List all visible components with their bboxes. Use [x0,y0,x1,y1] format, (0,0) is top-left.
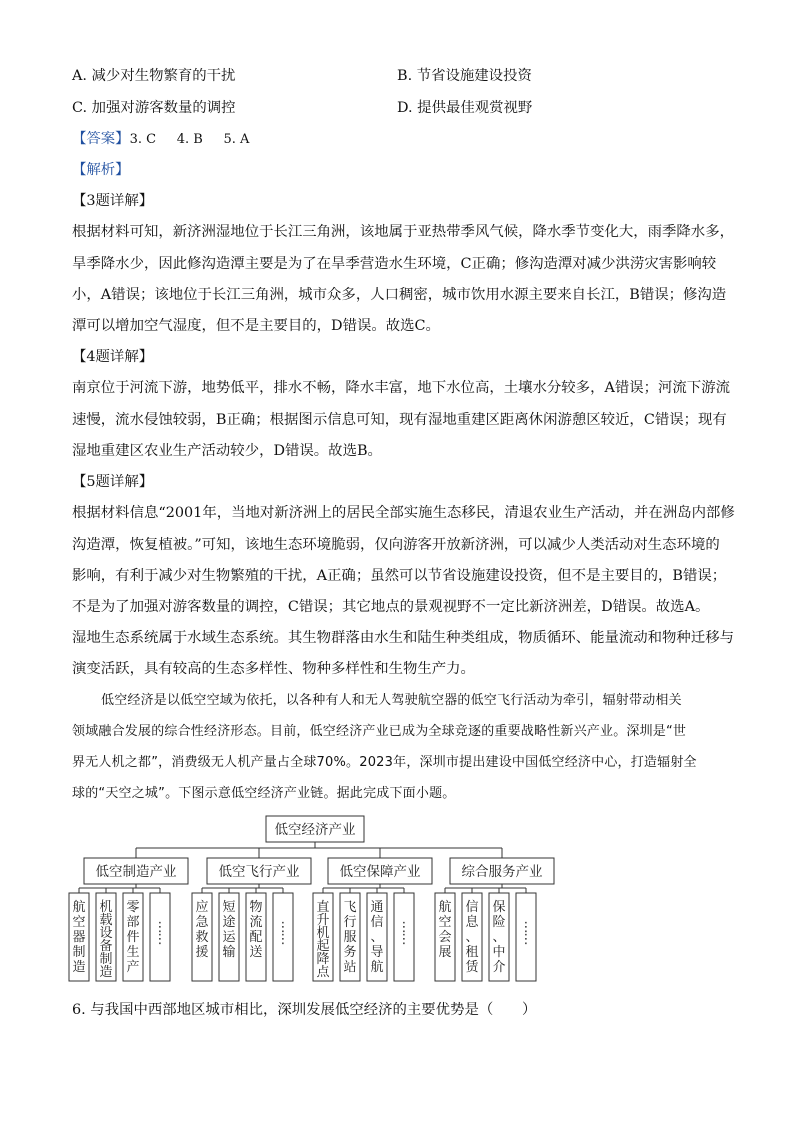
leaf-label: 短途运输 [222,900,236,960]
leaf-label: 航空器制造 [72,900,86,975]
q3-line: 旱季降水少，因此修沟造潭主要是为了在旱季营造水生环境，C正确；修沟造潭对减少洪涝灾害影响较 [72,256,717,272]
q4-line: 速慢，流水侵蚀较弱，B正确；根据图示信息可知，现有湿地重建区距离休闲游憩区较近，C错误；现有 [72,412,727,428]
group-label: 低空保障产业 [339,864,421,880]
q4-line: 湿地重建区农业生产活动较少，D错误。故选B。 [72,443,382,459]
q5-line: 影响，有利于减少对生物繁殖的干扰，A正确；虽然可以节省设施建设投资，但不是主要目的，B错误； [72,568,727,584]
leaf-label: 机载设备制造 [99,900,113,980]
q3-line: 根据材料可知，新济洲湿地位于长江三角洲，该地属于亚热带季风气候，降水季节变化大，雨季降水多， [72,224,734,240]
q5-line: 湿地生态系统属于水域生态系统。其生物群落由水生和陆生种类组成，物质循环、能量流动和物种迁移与 [72,630,734,646]
leaf-label: 信息、租赁 [465,900,479,975]
q5-heading: 【5题详解】 [72,474,154,490]
q5-line: 沟造潭，恢复植被。”可知，该地生态环境脆弱，仅向游客开放新济洲，可以减少人类活动对生态环境的 [72,537,720,553]
group-label: 低空飞行产业 [218,864,300,880]
leaf-label: 飞行服务站 [343,900,357,975]
leaf-label: ⋮ ⋮ [397,920,411,947]
q5-line: 根据材料信息“2001年，当地对新济洲上的居民全部实施生态移民，清退农业生产活动，并在洲岛内部修 [72,505,735,521]
leaf-label: ⋮ ⋮ [153,920,167,947]
leaf-label: 航空会展 [438,900,452,960]
material-line: 低空经济是以低空空域为依托，以各种有人和无人驾驶航空器的低空飞行活动为牵引，辐射带动相关 [101,693,682,708]
leaf-label: 零部件生产 [126,900,140,975]
option-a: A. 减少对生物繁育的干扰 [72,68,236,84]
q3-line: 小，A错误；该地位于长江三角洲，城市众多，人口稠密，城市饮用水源主要来自长江，B错误；修沟造 [72,287,727,303]
leaf-label: ⋮ ⋮ [519,920,533,947]
group-label: 低空制造产业 [95,864,177,880]
leaf-label: 通信、导航 [370,900,384,975]
option-d: D. 提供最佳观赏视野 [397,100,533,116]
analysis-label: 【解析】 [72,162,130,178]
q4-heading: 【4题详解】 [72,349,154,365]
q4-line: 南京位于河流下游，地势低平，排水不畅，降水丰富，地下水位高，土壤水分较多，A错误；河流下游流 [72,380,730,396]
option-b: B. 节省设施建设投资 [397,68,532,84]
leaf-label: 保险、中介 [492,900,506,975]
option-c: C. 加强对游客数量的调控 [72,100,236,116]
root-label: 低空经济产业 [274,822,356,838]
q5-line: 演变活跃，具有较高的生态多样性、物种多样性和生物生产力。 [72,661,475,677]
leaf-label: 应急救援 [195,900,209,960]
q3-line: 潭可以增加空气湿度，但不是主要目的，D错误。故选C。 [72,318,440,334]
material-line: 球的“天空之城”。下图示意低空经济产业链。据此完成下面小题。 [72,786,456,801]
material-line: 界无人机之都”，消费级无人机产量占全球70%。2023年，深圳市提出建设中国低空经济中心，打造辐射全 [72,755,697,770]
q3-heading: 【3题详解】 [72,193,154,209]
answer-text: 3. C 4. B 5. A [129,132,250,147]
leaf-label: ⋮ ⋮ [276,920,290,947]
answer-label: 【答案】 [72,131,130,147]
group-label: 综合服务产业 [461,864,543,880]
q6-stem: 6. 与我国中西部地区城市相比，深圳发展低空经济的主要优势是（ ） [72,1002,537,1018]
leaf-label: 物流配送 [249,900,263,960]
material-line: 领域融合发展的综合性经济形态。目前，低空经济产业已成为全球竞逐的重要战略性新兴产业。深圳是“世 [72,724,687,739]
q5-line: 不是为了加强对游客数量的调控，C错误；其它地点的景观视野不一定比新济洲差，D错误。故选A。 [72,599,710,615]
leaf-label: 直升机起降点 [316,900,330,980]
